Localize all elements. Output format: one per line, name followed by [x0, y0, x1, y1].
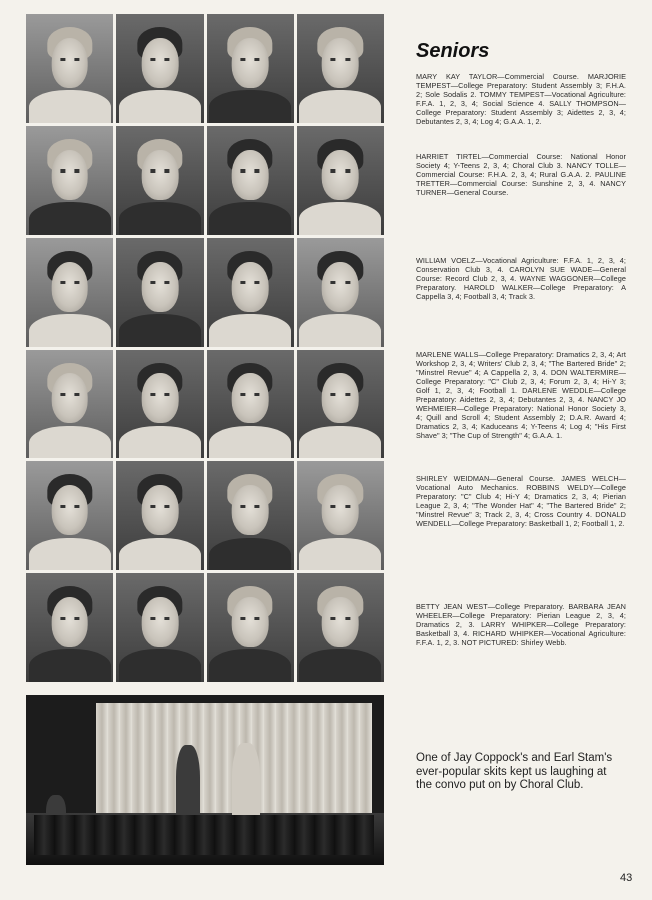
page-number: 43 [620, 872, 633, 884]
portrait-sally-thompson [297, 14, 384, 123]
portrait-harold-walker [297, 238, 384, 347]
portrait-carolyn-sue-wade [116, 238, 203, 347]
caption-row-2: HARRIET TIRTEL—Commercial Course: National Honor Society 4; Y-Teens 2, 3, 4; Choral Club 3. NANCY TOLLE—Commercial Course: F.H.A. 2, 3, 4; Rural G.A.A. 2. PAULINE TRETTER—Commercial Course: Sunshine 2, 3, 4. NANCY TURNER—General Course. [416, 152, 626, 197]
senior-portrait-grid [26, 14, 384, 682]
portrait-donald-wendell [297, 461, 384, 570]
portrait-marjorie-tempest [116, 14, 203, 123]
stage-photo-caption: One of Jay Coppock's and Earl Stam's ever-popular skits kept us laughing at the convo put on by Choral Club. [416, 752, 613, 791]
portrait-james-welch [116, 461, 203, 570]
portrait-betty-jean-west [26, 573, 113, 682]
portrait-tommy-tempest [207, 14, 294, 123]
portrait-mary-kay-taylor [26, 14, 113, 123]
caption-row-1: MARY KAY TAYLOR—Commercial Course. MARJORIE TEMPEST—College Preparatory: Student Assembly 3; F.H.A. 2; Sole Sodalis 2. TOMMY TEMPEST—Vocational Agriculture: F.F.A. 1, 2, 3, 4; Social Science 4. SALLY THOMPSON—College Preparatory: Student Assembly 3; Aidettes 2, 3, 4; Debutantes 2, 3, 4; Log 4; G.A.A. 1, 2. [416, 72, 626, 126]
caption-row-4: MARLENE WALLS—College Preparatory: Dramatics 2, 3, 4; Art Workshop 2, 3, 4; Writers' Club 2, 3, 4; "The Bartered Bride" 2; "Minstrel Revue" 4; A Cappella 2, 3, 4. DON WALTERMIRE—College Preparatory: "C" Club 2, 3, 4; Forum 2, 3, 4; Hi-Y 3; Golf 1, 2, 3, 4; Football 1. DARLENE WEDDLE—College Preparatory: Aidettes 2, 3, 4; Debutantes 2, 3, 4. NANCY JO WEHMEIER—College Preparatory: National Honor Society 3, 4; Quill and Scroll 4; Student Assembly 2; D.A.R. Award 4; Dramatics 2, 3, 4; Kaduceans 4; Y-Teens 4; Log 4; "His First Shave" 3; "The Cup of Strength" 4; G.A.A. 1. [416, 350, 626, 440]
portrait-barbara-jean-wheeler [116, 573, 203, 682]
portrait-wayne-waggoner [207, 238, 294, 347]
caption-column [416, 40, 626, 647]
stage-photo [26, 695, 384, 865]
caption-row-6: BETTY JEAN WEST—College Preparatory. BARBARA JEAN WHEELER—College Preparatory: Pierian League 2, 3, 4; Dramatics 2, 3. LARRY WHIPKER—College Preparatory: Basketball 3, 4. RICHARD WHIPKER—Vocational Agriculture: F.F.A. 1, 2, 3. NOT PICTURED: Shirley Webb. [416, 602, 626, 647]
portrait-robbins-weldy [207, 461, 294, 570]
portrait-larry-whipker [207, 573, 294, 682]
caption-row-3: WILLIAM VOELZ—Vocational Agriculture: F.F.A. 1, 2, 3, 4; Conservation Club 3, 4. CAROLYN SUE WADE—General Course: Record Club 2, 3, 4. WAYNE WAGGONER—College Preparatory. HAROLD WALKER—College Preparatory: A Cappella 3, 4; Football 3, 4; Track 3. [416, 256, 626, 301]
caption-row-5: SHIRLEY WEIDMAN—General Course. JAMES WELCH—Vocational Auto Mechanics. ROBBINS WELDY—College Preparatory: "C" Club 4; Hi-Y 4; Dramatics 2, 3, 4; Pierian League 2, 3, 4; "The Wonder Hat" 4; "The Bartered Bride" 2; "Minstrel Revue" 3; Track 2, 3, 4; Cross Country 4. DONALD WENDELL—College Preparatory: Basketball 1, 2; Football 1, 2. [416, 474, 626, 528]
portrait-nancy-tolle [116, 126, 203, 235]
page-title: Seniors [416, 40, 490, 62]
portrait-richard-whipker [297, 573, 384, 682]
portrait-harriet-tirtel [26, 126, 113, 235]
portrait-pauline-tretter [207, 126, 294, 235]
portrait-darlene-weddle [207, 350, 294, 459]
portrait-shirley-weidman [26, 461, 113, 570]
portrait-don-waltermire [116, 350, 203, 459]
portrait-william-voelz [26, 238, 113, 347]
portrait-marlene-walls [26, 350, 113, 459]
portrait-nancy-jo-wehmeier [297, 350, 384, 459]
portrait-nancy-turner [297, 126, 384, 235]
